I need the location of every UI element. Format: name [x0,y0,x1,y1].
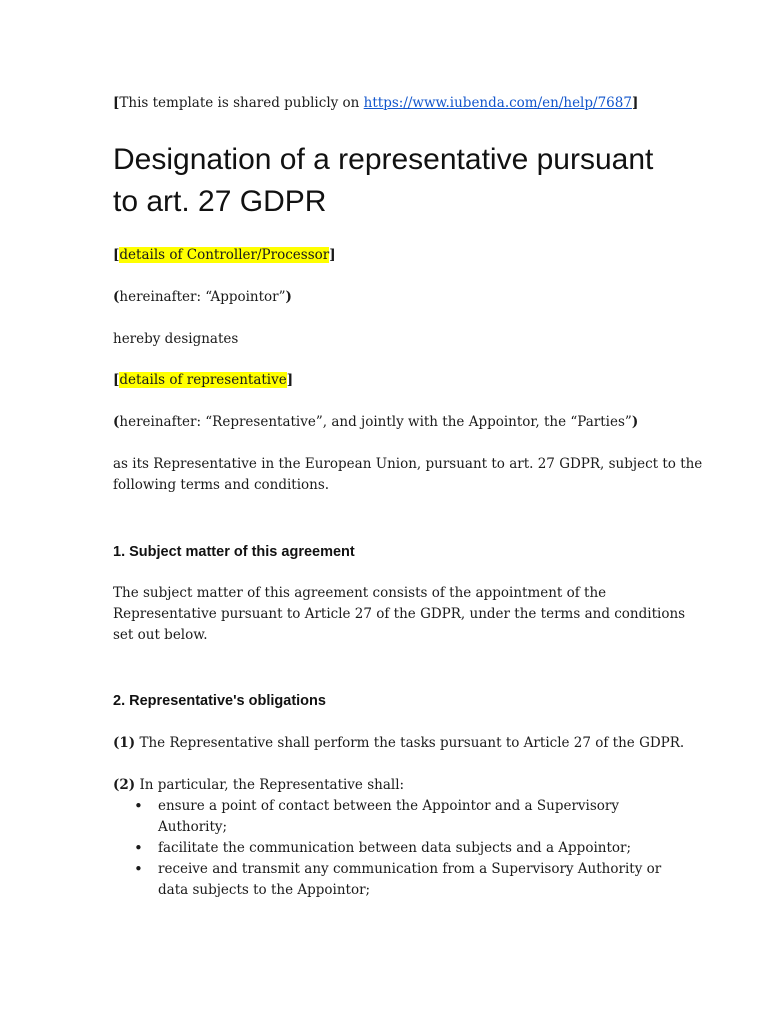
designates-text: hereby designates [113,331,239,347]
appointor-definition: (hereinafter: “Appointor”) [113,289,292,305]
bullet-icon: • [134,797,143,815]
obligations-list [113,796,673,901]
bullet-icon: • [134,860,143,878]
controller-details-highlight: details of Controller/Processor [119,247,330,263]
representative-definition: (hereinafter: “Representative”, and jointly with the Appointor, the “Parties”) [113,414,639,430]
notice-text: This template is shared publicly on [119,95,364,111]
section-2-paragraph-2: (2) In particular, the Representative shall: [113,777,405,793]
document-title: Designation of a representative pursuant to art. 27 GDPR [113,143,654,218]
representative-details-placeholder: [details of representative] [113,372,294,388]
list-item: • receive and transmit any communication from a Supervisory Authority or data subjects to the Appointor; [134,860,662,898]
list-item: • facilitate the communication between data subjects and a Appointor; [134,839,632,857]
template-notice: [This template is shared publicly on https://www.iubenda.com/en/help/7687] [113,95,639,111]
bullet-icon: • [134,839,143,857]
purpose-paragraph: as its Representative in the European Union, pursuant to art. 27 GDPR, subject to the following terms and conditions. [113,456,703,493]
section-2-paragraph-1: (1) The Representative shall perform the tasks pursuant to Article 27 of the GDPR. [113,735,685,751]
list-item: • ensure a point of contact between the Appointor and a Supervisory Authority; [134,797,619,835]
section-1-paragraph: The subject matter of this agreement consists of the appointment of the Representative pursuant to Article 27 of the GDPR, under the terms and conditions set out below. [113,585,686,643]
representative-details-highlight: details of representative [119,372,287,388]
section-1-heading: 1. Subject matter of this agreement [113,544,355,560]
iubenda-help-link[interactable]: https://www.iubenda.com/en/help/7687 [363,95,632,111]
controller-details-placeholder: [details of Controller/Processor] [113,247,336,263]
section-2-heading: 2. Representative's obligations [113,693,326,709]
